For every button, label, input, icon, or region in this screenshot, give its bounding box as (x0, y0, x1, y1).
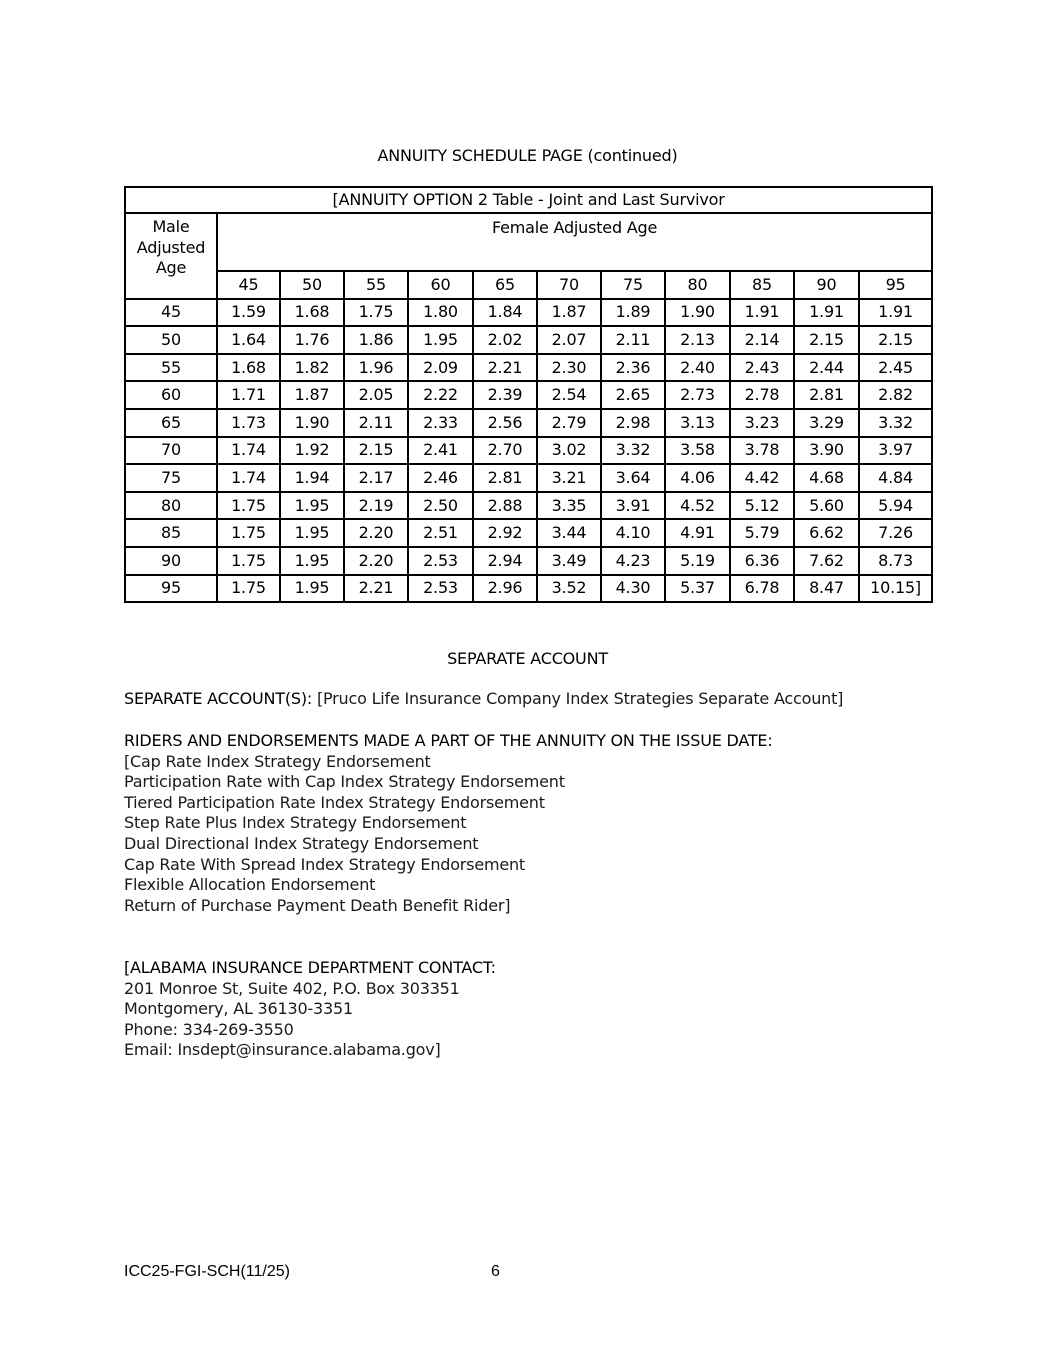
rider-item: Cap Rate With Spread Index Strategy Endorsement (124, 854, 526, 874)
rider-item: Step Rate Plus Index Strategy Endorsement (124, 813, 467, 833)
factor-cell: 3.44 (537, 519, 601, 547)
factor-cell: 1.86 (344, 326, 408, 354)
factor-cell: 1.64 (217, 326, 280, 354)
table-row (125, 547, 932, 575)
factor-cell: 3.64 (601, 464, 665, 492)
factor-cell: 3.90 (794, 437, 859, 465)
female-age-header-cell: 80 (665, 271, 730, 299)
factor-cell: 1.91 (730, 299, 794, 327)
table-row (125, 437, 932, 465)
contact-line: Phone: 334-269-3550 (124, 1019, 294, 1039)
contact-section (124, 958, 496, 1061)
factor-cell: 2.17 (344, 464, 408, 492)
factor-cell: 2.14 (730, 326, 794, 354)
page-heading: ANNUITY SCHEDULE PAGE (continued) (377, 146, 678, 165)
female-adjusted-age-header: Female Adjusted Age (217, 213, 932, 271)
factor-cell: 2.81 (473, 464, 537, 492)
factor-cell: 8.47 (794, 575, 859, 603)
factor-cell: 5.94 (859, 492, 932, 520)
factor-cell: 2.45 (859, 354, 932, 382)
factor-cell: 1.95 (408, 326, 473, 354)
factor-cell: 2.88 (473, 492, 537, 520)
factor-cell: 1.91 (859, 299, 932, 327)
factor-cell: 3.32 (859, 409, 932, 437)
female-age-header-cell: 95 (859, 271, 932, 299)
factor-cell: 3.58 (665, 437, 730, 465)
contact-line: Email: Insdept@insurance.alabama.gov] (124, 1040, 441, 1060)
factor-cell: 4.42 (730, 464, 794, 492)
factor-cell: 2.78 (730, 381, 794, 409)
factor-cell: 1.76 (280, 326, 344, 354)
factor-cell: 2.94 (473, 547, 537, 575)
factor-cell: 2.21 (473, 354, 537, 382)
factor-cell: 3.52 (537, 575, 601, 603)
rider-item: [Cap Rate Index Strategy Endorsement (124, 751, 431, 771)
male-adjusted-age-header (125, 213, 217, 299)
factor-cell: 2.33 (408, 409, 473, 437)
factor-cell: 1.87 (537, 299, 601, 327)
female-age-header-cell: 60 (408, 271, 473, 299)
table-row (125, 519, 932, 547)
male-age-cell: 75 (125, 464, 217, 492)
factor-cell: 2.41 (408, 437, 473, 465)
factor-cell: 2.56 (473, 409, 537, 437)
factor-cell: 5.37 (665, 575, 730, 603)
table-row (125, 354, 932, 382)
factor-cell: 2.15 (794, 326, 859, 354)
separate-account-heading: SEPARATE ACCOUNT (447, 649, 608, 668)
factor-cell: 3.23 (730, 409, 794, 437)
factor-cell: 4.23 (601, 547, 665, 575)
factor-cell: 3.32 (601, 437, 665, 465)
factor-cell: 1.75 (217, 492, 280, 520)
factor-cell: 10.15] (859, 575, 932, 603)
factor-cell: 5.79 (730, 519, 794, 547)
factor-cell: 2.02 (473, 326, 537, 354)
female-age-header-cell: 75 (601, 271, 665, 299)
factor-cell: 6.62 (794, 519, 859, 547)
table-row (125, 299, 932, 327)
female-age-header-cell: 85 (730, 271, 794, 299)
male-header-line: Age (155, 258, 187, 277)
factor-cell: 4.06 (665, 464, 730, 492)
factor-cell: 2.09 (408, 354, 473, 382)
factor-cell: 4.52 (665, 492, 730, 520)
factor-cell: 2.11 (601, 326, 665, 354)
factor-cell: 3.91 (601, 492, 665, 520)
factor-cell: 1.80 (408, 299, 473, 327)
factor-cell: 2.19 (344, 492, 408, 520)
factor-cell: 1.95 (280, 492, 344, 520)
factor-cell: 2.51 (408, 519, 473, 547)
factor-cell: 1.94 (280, 464, 344, 492)
factor-cell: 2.40 (665, 354, 730, 382)
factor-cell: 1.75 (217, 519, 280, 547)
factor-cell: 2.92 (473, 519, 537, 547)
separate-account-label: SEPARATE ACCOUNT(S): (124, 689, 313, 708)
factor-cell: 2.98 (601, 409, 665, 437)
annuity-option-2-table (124, 186, 933, 603)
separate-account-value: [Pruco Life Insurance Company Index Strategies Separate Account] (316, 689, 844, 708)
table-row (125, 492, 932, 520)
factor-cell: 1.73 (217, 409, 280, 437)
factor-cell: 1.68 (280, 299, 344, 327)
factor-cell: 2.81 (794, 381, 859, 409)
factor-cell: 1.95 (280, 519, 344, 547)
rider-item: Flexible Allocation Endorsement (124, 875, 376, 895)
factor-cell: 2.96 (473, 575, 537, 603)
factor-cell: 1.82 (280, 354, 344, 382)
footer-form-code: ICC25-FGI-SCH(11/25) (124, 1263, 290, 1280)
factor-cell: 1.95 (280, 575, 344, 603)
factor-cell: 1.91 (794, 299, 859, 327)
factor-cell: 2.20 (344, 519, 408, 547)
factor-cell: 1.87 (280, 381, 344, 409)
factor-cell: 1.75 (217, 547, 280, 575)
table-title: [ANNUITY OPTION 2 Table - Joint and Last Survivor (125, 187, 932, 213)
factor-cell: 2.65 (601, 381, 665, 409)
contact-heading: [ALABAMA INSURANCE DEPARTMENT CONTACT: (124, 958, 496, 977)
male-age-cell: 50 (125, 326, 217, 354)
factor-cell: 2.30 (537, 354, 601, 382)
table-row (125, 326, 932, 354)
factor-cell: 4.10 (601, 519, 665, 547)
factor-cell: 3.78 (730, 437, 794, 465)
factor-cell: 2.43 (730, 354, 794, 382)
factor-cell: 3.21 (537, 464, 601, 492)
factor-cell: 3.29 (794, 409, 859, 437)
table-row (125, 381, 932, 409)
table-row (125, 464, 932, 492)
factor-cell: 6.78 (730, 575, 794, 603)
contact-line: Montgomery, AL 36130-3351 (124, 999, 353, 1019)
factor-cell: 2.20 (344, 547, 408, 575)
female-age-header-cell: 55 (344, 271, 408, 299)
factor-cell: 5.60 (794, 492, 859, 520)
factor-cell: 5.12 (730, 492, 794, 520)
contact-line: 201 Monroe St, Suite 402, P.O. Box 303351 (124, 978, 460, 998)
factor-cell: 5.19 (665, 547, 730, 575)
factor-cell: 2.54 (537, 381, 601, 409)
male-age-cell: 45 (125, 299, 217, 327)
male-age-cell: 90 (125, 547, 217, 575)
factor-cell: 1.84 (473, 299, 537, 327)
factor-cell: 2.46 (408, 464, 473, 492)
factor-cell: 2.36 (601, 354, 665, 382)
factor-cell: 2.15 (859, 326, 932, 354)
factor-cell: 6.36 (730, 547, 794, 575)
male-header-line: Male (152, 217, 190, 236)
factor-cell: 4.30 (601, 575, 665, 603)
rider-item: Dual Directional Index Strategy Endorsement (124, 833, 479, 853)
factor-cell: 3.02 (537, 437, 601, 465)
rider-item: Return of Purchase Payment Death Benefit Rider] (124, 895, 511, 915)
factor-cell: 1.68 (217, 354, 280, 382)
factor-cell: 4.84 (859, 464, 932, 492)
factor-cell: 1.75 (217, 575, 280, 603)
factor-cell: 1.92 (280, 437, 344, 465)
factor-cell: 2.39 (473, 381, 537, 409)
contact-lines (124, 979, 496, 1061)
factor-cell: 2.70 (473, 437, 537, 465)
male-age-cell: 85 (125, 519, 217, 547)
factor-cell: 2.07 (537, 326, 601, 354)
factor-cell: 2.13 (665, 326, 730, 354)
factor-cell: 1.59 (217, 299, 280, 327)
factor-cell: 3.13 (665, 409, 730, 437)
factor-cell: 1.96 (344, 354, 408, 382)
male-age-cell: 55 (125, 354, 217, 382)
factor-cell: 2.22 (408, 381, 473, 409)
factor-cell: 7.26 (859, 519, 932, 547)
female-age-header-cell: 90 (794, 271, 859, 299)
female-age-header-cell: 50 (280, 271, 344, 299)
factor-cell: 2.11 (344, 409, 408, 437)
table-row (125, 409, 932, 437)
factor-cell: 2.53 (408, 547, 473, 575)
factor-cell: 2.44 (794, 354, 859, 382)
table-body (125, 299, 932, 603)
female-age-header-cell: 70 (537, 271, 601, 299)
footer-page-number: 6 (491, 1263, 500, 1280)
factor-cell: 2.53 (408, 575, 473, 603)
factor-cell: 1.89 (601, 299, 665, 327)
factor-cell: 1.90 (665, 299, 730, 327)
factor-cell: 7.62 (794, 547, 859, 575)
riders-section (124, 731, 773, 916)
factor-cell: 3.35 (537, 492, 601, 520)
factor-cell: 1.74 (217, 464, 280, 492)
factor-cell: 1.90 (280, 409, 344, 437)
female-age-header-cell: 45 (217, 271, 280, 299)
factor-cell: 4.91 (665, 519, 730, 547)
factor-cell: 4.68 (794, 464, 859, 492)
factor-cell: 2.79 (537, 409, 601, 437)
factor-cell: 2.15 (344, 437, 408, 465)
separate-account-line (124, 689, 843, 710)
factor-cell: 2.73 (665, 381, 730, 409)
factor-cell: 2.21 (344, 575, 408, 603)
male-header-line: Adjusted (136, 237, 206, 257)
male-age-cell: 60 (125, 381, 217, 409)
rider-item: Participation Rate with Cap Index Strategy Endorsement (124, 772, 565, 792)
male-age-cell: 95 (125, 575, 217, 603)
factor-cell: 8.73 (859, 547, 932, 575)
male-age-cell: 80 (125, 492, 217, 520)
table-row (125, 575, 932, 603)
factor-cell: 1.75 (344, 299, 408, 327)
factor-cell: 3.97 (859, 437, 932, 465)
factor-cell: 1.95 (280, 547, 344, 575)
factor-cell: 1.71 (217, 381, 280, 409)
female-age-header-cell: 65 (473, 271, 537, 299)
factor-cell: 2.05 (344, 381, 408, 409)
female-age-header-row (125, 271, 932, 299)
factor-cell: 2.50 (408, 492, 473, 520)
rider-item: Tiered Participation Rate Index Strategy Endorsement (124, 792, 545, 812)
male-age-cell: 70 (125, 437, 217, 465)
factor-cell: 3.49 (537, 547, 601, 575)
male-age-cell: 65 (125, 409, 217, 437)
factor-cell: 1.74 (217, 437, 280, 465)
riders-heading: RIDERS AND ENDORSEMENTS MADE A PART OF THE ANNUITY ON THE ISSUE DATE: (124, 731, 773, 750)
riders-list (124, 752, 773, 917)
factor-cell: 2.82 (859, 381, 932, 409)
